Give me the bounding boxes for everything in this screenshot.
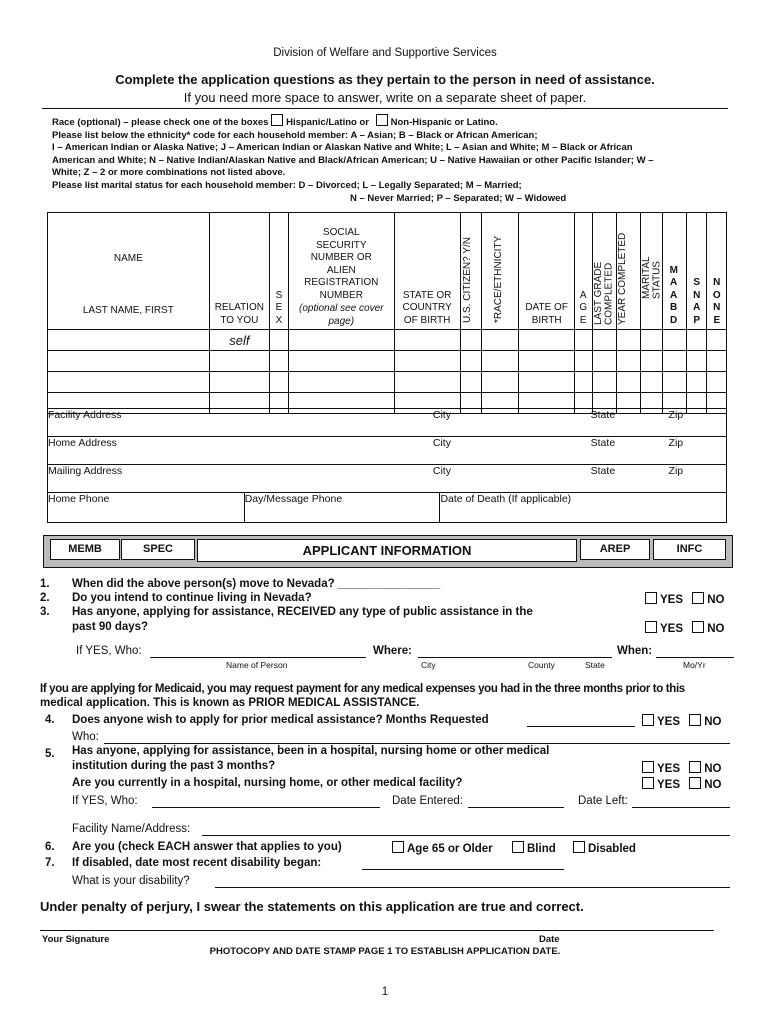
snap-label: S N A P (693, 277, 701, 326)
blind-option (512, 841, 556, 855)
q4-options (642, 714, 721, 728)
sex-header (269, 213, 288, 330)
household-row[interactable] (48, 330, 727, 351)
date-of-death-field[interactable]: Date of Death (If applicable) (440, 493, 727, 523)
home-address-label: Home Address (48, 437, 433, 465)
relation-label: RELATION TO YOU (214, 302, 264, 326)
q4-who-line[interactable] (104, 743, 730, 744)
moyr-caption: Mo/Yr (683, 660, 706, 670)
header-rule (42, 108, 728, 109)
what-disability-label: What is your disability? (72, 875, 190, 887)
day-phone-field[interactable]: Day/Message Phone (244, 493, 440, 523)
facility-address-label: Facility Address (48, 409, 433, 437)
disabled-checkbox[interactable] (573, 841, 585, 853)
marital-header (640, 213, 662, 330)
grade-header (593, 213, 617, 330)
q5-text-3: Are you currently in a hospital, nursing home, or other medical facility? (72, 777, 463, 789)
ssn-note: (optional see cover page) (299, 303, 384, 327)
q5-text-1: Has anyone, applying for assistance, been in a hospital, nursing home or other medical (72, 745, 550, 757)
ethnicity-line-2: I – American Indian or Alaska Native; J – American Indian or Alaskan Native and White; L – Asian and White; M – Black or African (52, 142, 633, 154)
age-header (575, 213, 593, 330)
q5-options (642, 761, 721, 775)
when-line[interactable] (656, 657, 734, 658)
county-caption: County (528, 660, 555, 670)
q5-current-no-checkbox[interactable] (689, 777, 701, 789)
household-row[interactable] (48, 372, 727, 393)
q5-current-yes-checkbox[interactable] (642, 777, 654, 789)
ethnicity-line-1: Please list below the ethnicity* code for each household member: A – Asian; B – Black or African American; (52, 129, 538, 141)
year-label: YEAR COMPLETED (617, 232, 629, 325)
instructions-block (52, 114, 732, 205)
mabd-label: M A A B D (669, 264, 678, 326)
dob-label: DATE OF BIRTH (525, 302, 568, 326)
home-address-row[interactable] (48, 437, 727, 465)
mailing-address-row[interactable] (48, 465, 727, 493)
ifyes-who-label: If YES, Who: (76, 645, 142, 657)
q6-number: 6. (45, 841, 55, 853)
date-label: Date (539, 934, 560, 945)
ethnicity-header (481, 213, 518, 330)
citizen-header (460, 213, 481, 330)
name-of-person-caption: Name of Person (226, 660, 288, 670)
applicant-info-title: APPLICANT INFORMATION (197, 539, 577, 562)
birth-place-label: STATE OR COUNTRY OF BIRTH (402, 289, 452, 326)
q4-no-checkbox[interactable] (689, 714, 701, 726)
q3-yes-checkbox[interactable] (645, 621, 657, 633)
ssn-header (289, 213, 394, 330)
q4-yes-label: YES (657, 716, 681, 728)
facility-name-label: Facility Name/Address: (72, 823, 191, 835)
marital-label: MARITAL STATUS (640, 256, 663, 299)
q5-current-options (642, 777, 721, 791)
q5-current-yes-label: YES (657, 779, 681, 791)
disability-date-line[interactable] (362, 869, 564, 870)
relation-header (209, 213, 269, 330)
name-label: NAME (113, 253, 143, 264)
q5-who-line[interactable] (152, 807, 380, 808)
blind-label: Blind (527, 843, 556, 855)
blind-checkbox[interactable] (512, 841, 524, 853)
city-caption: City (421, 660, 436, 670)
facility-zip-label: Zip (669, 409, 727, 437)
q5-text-2: institution during the past 3 months? (72, 760, 276, 772)
q7-number: 7. (45, 857, 55, 869)
q5-yes-checkbox[interactable] (642, 761, 654, 773)
age65-option (392, 841, 493, 855)
marital-line-2: N – Never Married; P – Separated; W – Widowed (350, 192, 567, 204)
phone-table (47, 492, 727, 523)
q3-number: 3. (40, 606, 50, 618)
ethnicity-label: *RACE/ETHNICITY (492, 235, 504, 323)
non-hispanic-checkbox[interactable] (376, 114, 388, 126)
facility-name-line[interactable] (202, 835, 730, 836)
medicaid-text-2: medical application. This is known as PRIOR MEDICAL ASSISTANCE. (40, 697, 420, 709)
signature-line[interactable] (40, 930, 714, 931)
home-state-label: State (591, 437, 669, 465)
household-table (47, 212, 727, 414)
q3-options (645, 621, 724, 635)
disabled-label: Disabled (588, 843, 636, 855)
q4-number: 4. (45, 714, 55, 726)
last-first-label: LAST NAME, FIRST (82, 305, 174, 316)
disabled-option (573, 841, 636, 855)
infc-cell[interactable]: INFC (653, 539, 726, 560)
none-label: N O N E (712, 277, 721, 326)
q5-no-checkbox[interactable] (689, 761, 701, 773)
home-city-label: City (433, 437, 591, 465)
perjury-statement: Under penalty of perjury, I swear the statements on this application are true and correct. (40, 899, 584, 914)
memb-cell[interactable]: MEMB (50, 539, 120, 560)
mailing-city-label: City (433, 465, 591, 493)
household-header-row (48, 213, 727, 330)
q2-no-label: NO (707, 594, 725, 606)
home-phone-field[interactable]: Home Phone (48, 493, 245, 523)
q2-no-checkbox[interactable] (692, 592, 704, 604)
q3-yes-label: YES (660, 623, 684, 635)
home-zip-label: Zip (669, 437, 727, 465)
mailing-address-label: Mailing Address (48, 465, 433, 493)
non-hispanic-label: Non-Hispanic or Latino. (390, 117, 498, 128)
q4-no-label: NO (704, 716, 722, 728)
facility-state-label: State (591, 409, 669, 437)
date-entered-line[interactable] (468, 807, 564, 808)
household-row[interactable] (48, 351, 727, 372)
q5-ifyes-who-label: If YES, Who: (72, 795, 138, 807)
snap-header (686, 213, 706, 330)
q3-text-2: past 90 days? (72, 621, 149, 633)
q1-number: 1. (40, 578, 50, 590)
date-left-label: Date Left: (578, 795, 628, 807)
spec-cell[interactable]: SPEC (121, 539, 195, 560)
what-disability-line[interactable] (215, 887, 730, 888)
date-entered-label: Date Entered: (392, 795, 463, 807)
ethnicity-line-4: White; Z – 2 or more combinations not listed above. (52, 167, 286, 179)
name-header (48, 213, 210, 330)
citizen-label: U.S. CITIZEN? Y/N (461, 237, 473, 323)
self-entry: self (209, 330, 269, 351)
dob-header (519, 213, 575, 330)
medicaid-text-1: If you are applying for Medicaid, you may request payment for any medical expenses you had in the three months prior to this (40, 683, 685, 695)
ethnicity-line-3: American and White; N – Native Indian/Alaskan Native and Black/African American; U – Native Hawaiian or other Pacific Islander; W – (52, 154, 654, 166)
grade-label: LAST GRADE COMPLETED (593, 261, 615, 325)
q2-options (645, 592, 724, 606)
ssn-label: SOCIAL SECURITY NUMBER OR ALIEN REGISTRATION NUMBER (304, 227, 379, 301)
none-header (706, 213, 726, 330)
ifyes-who-line[interactable] (150, 657, 366, 658)
q2-yes-label: YES (660, 594, 684, 606)
arep-cell[interactable]: AREP (580, 539, 650, 560)
q5-yes-label: YES (657, 763, 681, 775)
hispanic-label: Hispanic/Latino or (286, 117, 369, 128)
mabd-header (662, 213, 686, 330)
q3-no-checkbox[interactable] (692, 621, 704, 633)
state-caption: State (585, 660, 605, 670)
age-label: A G E (579, 289, 588, 326)
q6-text: Are you (check EACH answer that applies to you) (72, 841, 342, 853)
marital-line-1: Please list marital status for each household member: D – Divorced; L – Legally Separated; M – Married; (52, 179, 522, 191)
age65-label: Age 65 or Older (407, 843, 493, 855)
q3-text-1: Has anyone, applying for assistance, RECEIVED any type of public assistance in the (72, 606, 533, 618)
sex-label: S E X (275, 289, 283, 326)
q5-no-label: NO (704, 763, 722, 775)
division-name: Division of Welfare and Supportive Services (273, 47, 497, 59)
form-subtitle: If you need more space to answer, write on a separate sheet of paper. (183, 90, 587, 105)
months-requested-line[interactable] (527, 726, 635, 727)
q7-text: If disabled, date most recent disability began: (72, 857, 322, 869)
facility-address-row[interactable] (48, 409, 727, 437)
date-left-line[interactable] (632, 807, 730, 808)
signature-label: Your Signature (42, 934, 110, 945)
q4-text: Does anyone wish to apply for prior medical assistance? Months Requested (72, 714, 489, 726)
q2-yes-checkbox[interactable] (645, 592, 657, 604)
mailing-zip-label: Zip (669, 465, 727, 493)
photocopy-note: PHOTOCOPY AND DATE STAMP PAGE 1 TO ESTABLISH APPLICATION DATE. (209, 946, 561, 957)
q4-who-label: Who: (72, 731, 99, 743)
q2-number: 2. (40, 592, 50, 604)
mailing-state-label: State (591, 465, 669, 493)
form-title: Complete the application questions as they pertain to the person in need of assistance. (115, 72, 655, 87)
q4-yes-checkbox[interactable] (642, 714, 654, 726)
q1-text: When did the above person(s) move to Nevada? ________________ (72, 578, 441, 590)
q3-no-label: NO (707, 623, 725, 635)
where-line[interactable] (418, 657, 612, 658)
year-header (617, 213, 640, 330)
address-table (47, 408, 727, 493)
q5-number: 5. (45, 748, 55, 760)
age65-checkbox[interactable] (392, 841, 404, 853)
where-label: Where: (373, 645, 412, 657)
facility-city-label: City (433, 409, 591, 437)
q5-current-no-label: NO (704, 779, 722, 791)
hispanic-checkbox[interactable] (271, 114, 283, 126)
q2-text: Do you intend to continue living in Nevada? (72, 592, 312, 604)
birth-place-header (394, 213, 460, 330)
race-prefix: Race (optional) – please check one of the boxes (52, 117, 269, 128)
page-number: 1 (381, 986, 389, 998)
when-label: When: (617, 645, 653, 657)
